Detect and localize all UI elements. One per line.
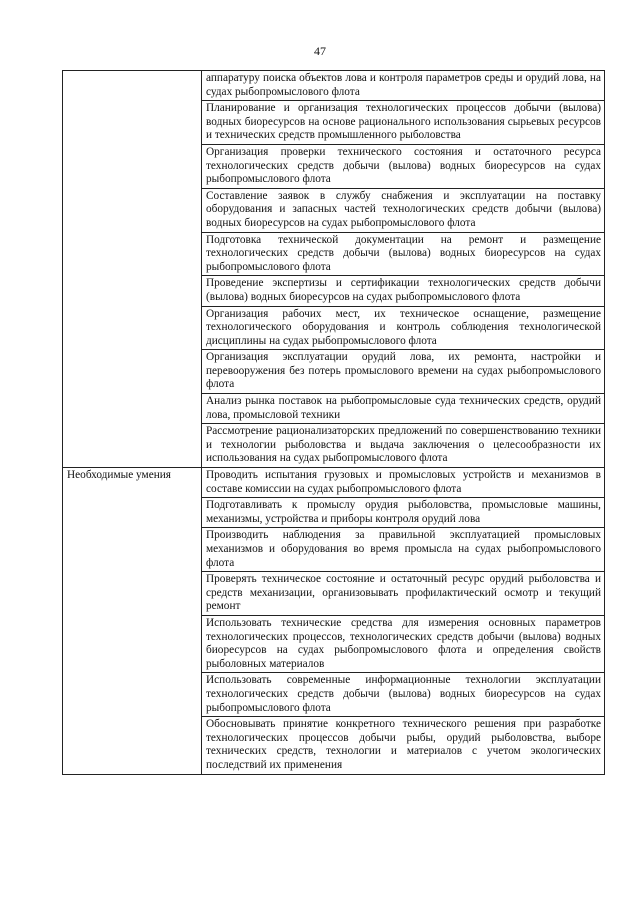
table-cell: Проверять техническое состояние и остаточный ресурс орудий рыболовства и средств механизации, организовывать профилактический осмотр и текущий ремонт xyxy=(202,572,605,616)
table-cell: Использовать современные информационные технологии эксплуатации технологических средств добычи (вылова) водных биоресурсов на судах рыбопромыслового флота xyxy=(202,673,605,717)
skills-label-text: Необходимые умения xyxy=(67,469,171,482)
table-cell: Обосновывать принятие конкретного технического решения при разработке технологических процессов добычи рыбы, орудий рыболовства, выборе технических средств, технологии и материалов с учетом экологических последствий их применения xyxy=(202,717,605,774)
requirements-table xyxy=(62,70,605,775)
table-cell: Планирование и организация технологических процессов добычи (вылова) водных биоресурсов на основе рационального использования сырьевых ресурсов и технических средств промышленного рыболовства xyxy=(202,101,605,145)
table-cell: Производить наблюдения за правильной эксплуатацией промысловых механизмов и оборудования во время промысла на судах рыбопромыслового флота xyxy=(202,528,605,572)
table-cell: Использовать технические средства для измерения основных параметров технологических процессов, технологических средств добычи (вылова) водных биоресурсов на судах рыбопромыслового флота и определения свойств рыболовных материалов xyxy=(202,615,605,672)
table-cell: Составление заявок в службу снабжения и эксплуатации на поставку оборудования и запасных частей технологических средств добычи (вылова) водных биоресурсов на судах рыбопромыслового флота xyxy=(202,188,605,232)
table-cell: аппаратуру поиска объектов лова и контроля параметров среды и орудий лова, на судах рыбопромыслового флота xyxy=(202,71,605,101)
table-row xyxy=(63,71,605,101)
row-label-empty xyxy=(63,71,202,468)
table-cell: Проводить испытания грузовых и промысловых устройств и механизмов в составе комиссии на судах рыбопромыслового флота xyxy=(202,468,605,498)
page-number: 47 xyxy=(314,44,326,58)
table-cell: Организация проверки технического состояния и остаточного ресурса технологических средств добычи (вылова) водных биоресурсов на судах рыбопромыслового флота xyxy=(202,144,605,188)
table-cell: Подготавливать к промыслу орудия рыболовства, промысловые машины, механизмы, устройства и приборы контроля орудий лова xyxy=(202,498,605,528)
table-cell: Организация эксплуатации орудий лова, их ремонта, настройки и перевооружения без потерь промыслового времени на судах рыбопромыслового флота xyxy=(202,350,605,394)
table-row xyxy=(63,468,605,498)
table-cell: Рассмотрение рационализаторских предложений по совершенствованию техники и технологии рыболовства и выдача заключения о целесообразности их использования на судах рыбопромыслового флота xyxy=(202,424,605,468)
skills-label xyxy=(63,468,202,774)
table-cell: Подготовка технической документации на ремонт и размещение технологических средств добычи (вылова) водных биоресурсов на судах рыбопромыслового флота xyxy=(202,232,605,276)
table-cell: Проведение экспертизы и сертификации технологических средств добычи (вылова) водных биоресурсов на судах рыбопромыслового флота xyxy=(202,276,605,306)
table-cell: Анализ рынка поставок на рыбопромысловые суда технических средств, орудий лова, промысловой техники xyxy=(202,394,605,424)
table-cell: Организация рабочих мест, их техническое оснащение, размещение технологического оборудования и контроль соблюдения технологической дисциплины на судах рыбопромыслового флота xyxy=(202,306,605,350)
